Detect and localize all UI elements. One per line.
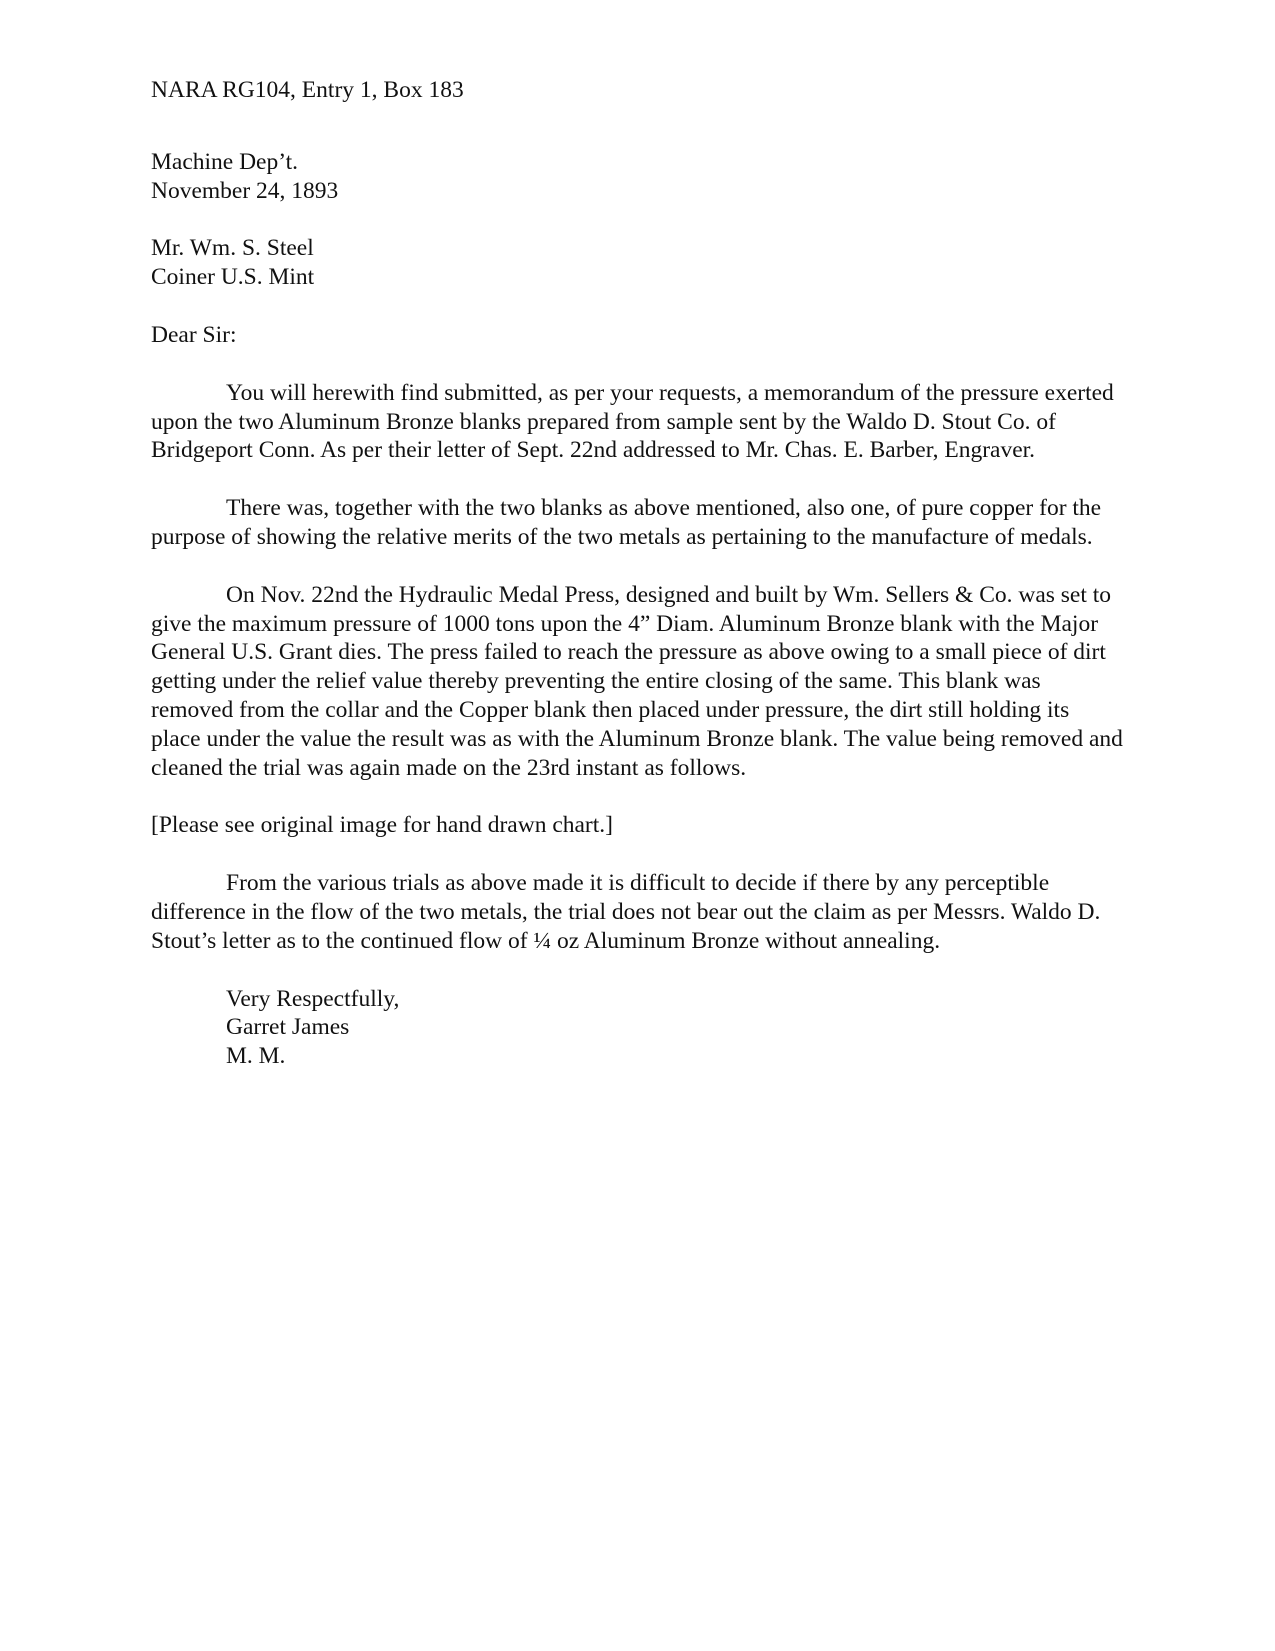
paragraph-4: From the various trials as above made it is difficult to decide if there by any perceptible difference in the flow of the two metals, the trial does not bear out the claim as per Messrs. Waldo D. Stout’s letter as to the continued flow of ¼ oz Aluminum Bronze without annealing.: [151, 870, 1101, 954]
recipient-name: Mr. Wm. S. Steel: [151, 235, 314, 262]
paragraph-3: On Nov. 22nd the Hydraulic Medal Press, designed and built by Wm. Sellers & Co. was set to give the maximum pressure of 1000 tons upon the 4” Diam. Aluminum Bronze blank with the Major General U.S. Grant dies. The press failed to reach the pressure as above owing to a small piece of dirt getting under the relief value thereby preventing the entire closing of the same. This blank was removed from the collar and the Copper blank then placed under pressure, the dirt still holding its place under the value the result was as with the Aluminum Bronze blank. The value being removed and cleaned the trial was again made on the 23rd instant as follows.: [151, 581, 1123, 781]
recipient-title: Coiner U.S. Mint: [151, 264, 315, 291]
salutation: Dear Sir:: [151, 321, 237, 348]
paragraph-1: You will herewith find submitted, as per your requests, a memorandum of the pressure exerted upon the two Aluminum Bronze blanks prepared from sample sent by the Waldo D. Stout Co. of Bridgeport Conn. As per their letter of Sept. 22nd addressed to Mr. Chas. E. Barber, Engraver.: [151, 379, 1114, 464]
letter-date: November 24, 1893: [151, 177, 339, 204]
signer-title: M. M.: [226, 1043, 286, 1070]
closing-block: [151, 985, 1124, 1071]
valediction: Very Respectfully,: [226, 985, 400, 1012]
signer-name: Garret James: [226, 1014, 350, 1041]
letter-body: [151, 76, 1124, 1071]
archive-reference: NARA RG104, Entry 1, Box 183: [151, 77, 464, 103]
recipient-block: [151, 234, 1124, 292]
paragraph-2: There was, together with the two blanks as above mentioned, also one, of pure copper for the purpose of showing the relative merits of the two metals as pertaining to the manufacture of medals.: [151, 495, 1102, 550]
chart-note: [Please see original image for hand drawn chart.]: [151, 812, 613, 839]
sender-block: [151, 148, 1124, 206]
sender-department: Machine Dep’t.: [151, 148, 299, 175]
